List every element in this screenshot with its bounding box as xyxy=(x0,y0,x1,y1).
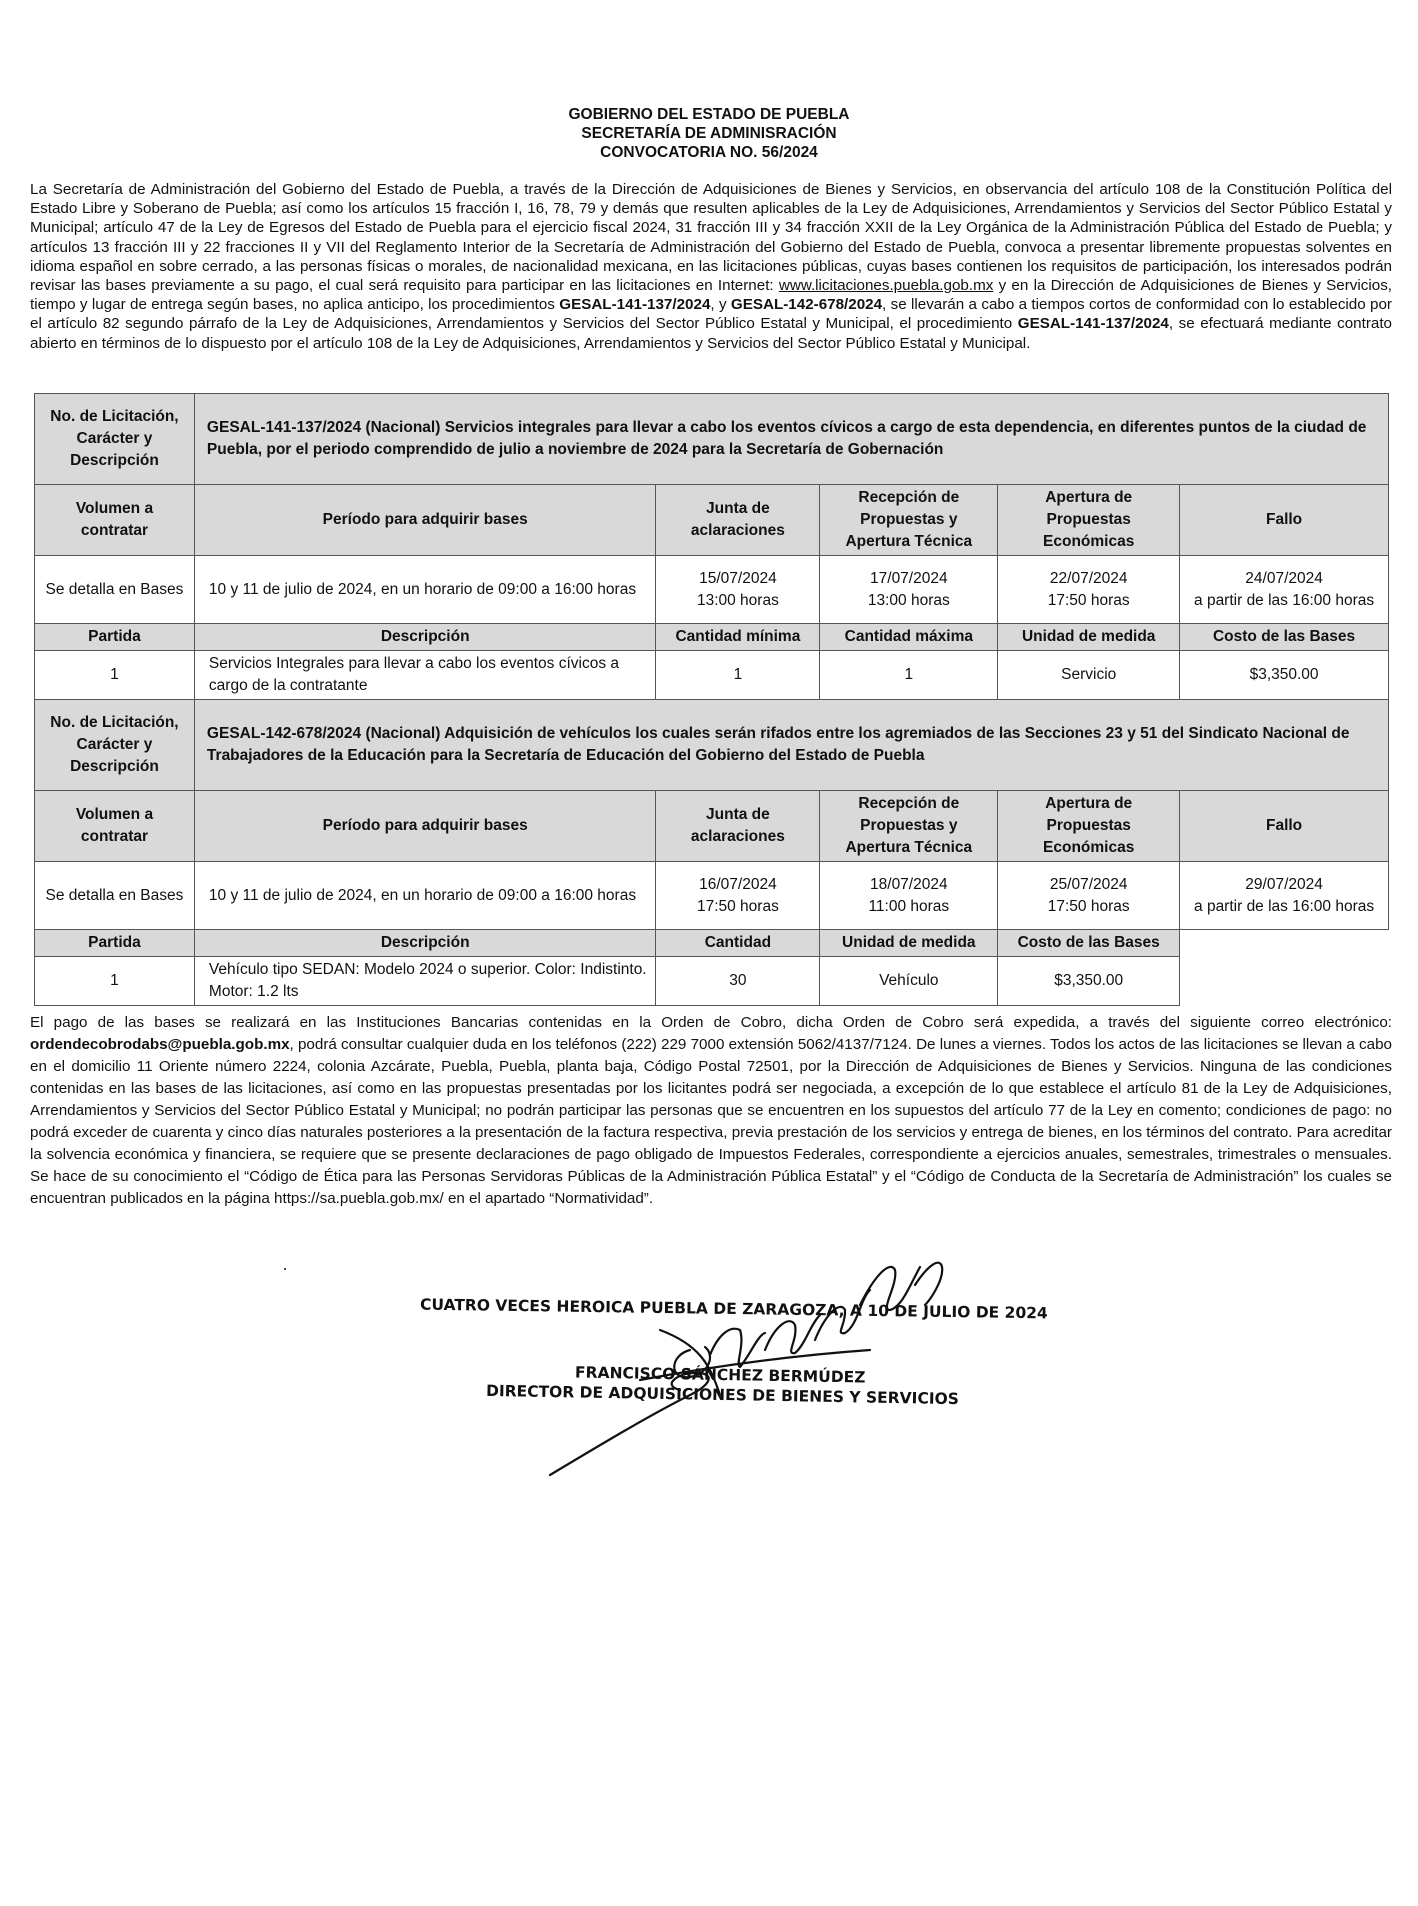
volumen-value: Se detalla en Bases xyxy=(35,556,195,624)
partida-value: 1 xyxy=(35,651,195,700)
table-row xyxy=(35,624,1389,651)
junta-label: Junta de aclaraciones xyxy=(656,485,820,556)
header-secretariat: SECRETARÍA DE ADMINISRACIÓN xyxy=(581,125,837,142)
periodo-value: 10 y 11 de julio de 2024, en un horario de 09:00 a 16:00 horas xyxy=(194,862,656,930)
table-row xyxy=(35,485,1389,556)
unidad-label: Unidad de medida xyxy=(998,624,1180,651)
table-row xyxy=(35,957,1389,1006)
partida-description: Servicios Integrales para llevar a cabo los eventos cívicos a cargo de la contratante xyxy=(194,651,656,700)
periodo-label: Período para adquirir bases xyxy=(194,485,656,556)
partida-value: 1 xyxy=(35,957,195,1006)
licitaciones-link[interactable]: www.licitaciones.puebla.gob.mx xyxy=(778,277,994,295)
table-row xyxy=(35,862,1389,930)
recepcion-time: 13:00 horas xyxy=(867,591,950,609)
scan-speck xyxy=(284,1268,286,1270)
cantidad-minima-label: Cantidad mínima xyxy=(656,624,820,651)
table-row xyxy=(35,791,1389,862)
descripcion-label: Descripción xyxy=(194,930,656,957)
header-convocatoria: CONVOCATORIA NO. 56/2024 xyxy=(600,144,818,161)
junta-value xyxy=(656,556,820,624)
unidad-label: Unidad de medida xyxy=(820,930,998,957)
apertura-value xyxy=(998,862,1180,930)
fallo-date: 24/07/2024 xyxy=(1245,569,1323,587)
payment-note xyxy=(30,1012,1392,1210)
fallo-time: a partir de las 16:00 horas xyxy=(1194,897,1375,915)
apertura-date: 25/07/2024 xyxy=(1049,875,1128,893)
fallo-date: 29/07/2024 xyxy=(1245,875,1323,893)
periodo-label: Período para adquirir bases xyxy=(194,791,656,862)
recepcion-label: Recepción de Propuestas y Apertura Técnica xyxy=(820,791,998,862)
intro-text: y en la Dirección de Adquisiciones de Bienes y Servicios, tiempo y lugar de entrega según bases, no aplica anticipo, los procedimientos xyxy=(30,277,1393,314)
partida-label: Partida xyxy=(35,930,195,957)
fallo-time: a partir de las 16:00 horas xyxy=(1194,591,1375,609)
costo-value: $3,350.00 xyxy=(1180,651,1389,700)
apertura-value xyxy=(998,556,1180,624)
unidad-value: Vehículo xyxy=(820,957,998,1006)
junta-label: Junta de aclaraciones xyxy=(656,791,820,862)
fallo-label: Fallo xyxy=(1180,791,1389,862)
junta-date: 16/07/2024 xyxy=(699,875,777,893)
apertura-date: 22/07/2024 xyxy=(1049,569,1128,587)
recepcion-time: 11:00 horas xyxy=(868,897,950,915)
cantidad-maxima-label: Cantidad máxima xyxy=(820,624,998,651)
table-row xyxy=(35,700,1389,791)
periodo-value: 10 y 11 de julio de 2024, en un horario de 09:00 a 16:00 horas xyxy=(194,556,656,624)
cantidad-value: 30 xyxy=(656,957,820,1006)
place-date: CUATRO VECES HEROICA PUEBLA DE ZARAGOZA, A 10 DE JULIO DE 2024 xyxy=(419,1295,1048,1323)
document-header xyxy=(0,105,1418,162)
licitacion-description: GESAL-141-137/2024 (Nacional) Servicios integrales para llevar a cabo los eventos cívicos a cargo de esta dependencia, en diferentes puntos de la ciudad de Puebla, por el periodo comprendido de julio a noviembre de 2024 para la Secretaría de Gobernación xyxy=(194,394,1388,485)
junta-time: 13:00 horas xyxy=(696,591,779,609)
costo-value: $3,350.00 xyxy=(998,957,1180,1006)
partida-label: Partida xyxy=(35,624,195,651)
volumen-value: Se detalla en Bases xyxy=(35,862,195,930)
table-row xyxy=(35,394,1389,485)
volumen-label: Volumen a contratar xyxy=(35,485,195,556)
handwritten-signature xyxy=(540,1255,990,1485)
note-text: , podrá consultar cualquier duda en los teléfonos (222) 229 7000 extensión 5062/4137/7124. De lunes a viernes. Todos los actos de las licitaciones se llevan a cabo en el domicilio 11 Oriente número 2224, colonia Azcárate, Puebla, Puebla, planta baja, Código Postal 72501, por la Dirección de Adquisiciones de Bienes y Servicios. Ninguna de las condiciones contenidas en las bases de las licitaciones, así como en las propuestas presentadas por los licitantes podrá ser negociada, a excepción de lo que establece el artículo 81 de la Ley de Adquisiciones, Arrendamientos y Servicios del Sector Público Estatal y Municipal; no podrán participar las personas que se encuentren en los supuestos del artículo 77 de la Ley en comento; condiciones de pago: no podrá exceder de cuarenta y cinco días naturales posteriores a la presentación de la factura respectiva, previa prestación de los servicios y entrega de bienes, en los términos del contrato. Para acreditar la solvencia económica y financiera, se requiere que se presente declaraciones de pago obligado de Impuestos Federales, correspondiente a ejercicios anuales, semestrales, trimestrales o mensuales. Se hace de su conocimiento el “Código de Ética para las Personas Servidoras Públicas de la Administración Pública Estatal” y el “Código de Conducta de la Secretaría de Administración” los cuales se encuentran publicados en la página https://sa.puebla.gob.mx/ en el apartado “Normatividad”. xyxy=(30,1036,1392,1207)
recepcion-date: 17/07/2024 xyxy=(870,569,948,587)
no-licitacion-label: No. de Licitación, Carácter y Descripción xyxy=(35,394,195,485)
apertura-label: Apertura de Propuestas Económicas xyxy=(998,791,1180,862)
no-licitacion-label: No. de Licitación, Carácter y Descripción xyxy=(35,700,195,791)
signer-name: FRANCISCO SÁNCHEZ BERMÚDEZ xyxy=(574,1363,866,1387)
apertura-time: 17:50 horas xyxy=(1047,591,1130,609)
partida-description: Vehículo tipo SEDAN: Modelo 2024 o superior. Color: Indistinto. Motor: 1.2 lts xyxy=(194,957,656,1006)
unidad-value: Servicio xyxy=(998,651,1180,700)
intro-text: , se llevarán a cabo a tiempos cortos de conformidad con lo establecido por el artículo 82 segundo párrafo de la Ley de Adquisiciones, Arrendamientos y Servicios del Sector Público Estatal y Municipal, el procedimiento xyxy=(30,296,1392,333)
descripcion-label: Descripción xyxy=(194,624,656,651)
procedure-code: GESAL-141-137/2024 xyxy=(1017,315,1169,333)
intro-paragraph xyxy=(30,180,1392,353)
licitacion-description: GESAL-142-678/2024 (Nacional) Adquisición de vehículos los cuales serán rifados entre los agremiados de las Secciones 23 y 51 del Sindicato Nacional de Trabajadores de la Educación para la Secretaría de Educación del Gobierno del Estado de Puebla xyxy=(194,700,1388,791)
table-row xyxy=(35,556,1389,624)
header-government: GOBIERNO DEL ESTADO DE PUEBLA xyxy=(568,106,850,123)
apertura-label: Apertura de Propuestas Económicas xyxy=(998,485,1180,556)
junta-time: 17:50 horas xyxy=(696,897,779,915)
recepcion-date: 18/07/2024 xyxy=(870,875,948,893)
intro-text: , se efectuará mediante contrato abierto en términos de lo dispuesto por el artículo 108 de la Ley de Adquisiciones, Arrendamientos y Servicios del Sector Público Estatal y Municipal. xyxy=(30,315,1392,352)
fallo-label: Fallo xyxy=(1180,485,1389,556)
licitaciones-table xyxy=(34,393,1389,1006)
cantidad-maxima-value: 1 xyxy=(820,651,998,700)
junta-value xyxy=(656,862,820,930)
intro-text: , y xyxy=(710,296,731,314)
costo-label: Costo de las Bases xyxy=(1180,624,1389,651)
cantidad-minima-value: 1 xyxy=(656,651,820,700)
note-text: El pago de las bases se realizará en las Instituciones Bancarias contenidas en la Orden de Cobro, dicha Orden de Cobro será expedida, a través del siguiente correo electrónico: xyxy=(30,1014,1392,1031)
email-address[interactable]: ordendecobrodabs@puebla.gob.mx xyxy=(30,1036,290,1053)
cantidad-label: Cantidad xyxy=(656,930,820,957)
recepcion-value xyxy=(820,556,998,624)
costo-label: Costo de las Bases xyxy=(998,930,1180,957)
fallo-value xyxy=(1180,556,1389,624)
table-row xyxy=(35,930,1389,957)
intro-text: La Secretaría de Administración del Gobierno del Estado de Puebla, a través de la Dirección de Adquisiciones de Bienes y Servicios, en observancia del artículo 108 de la Constitución Política del Estado Libre y Soberano de Puebla; así como los artículos 15 fracción I, 16, 78, 79 y demás que resulten aplicables de la Ley de Adquisiciones, Arrendamientos y Servicios del Sector Público Estatal y Municipal; artículo 47 de la Ley de Egresos del Estado de Puebla para el ejercicio fiscal 2024, 31 fracción III y 34 fracción XXII de la Ley Orgánica de la Administración Pública del Estado de Puebla; y artículos 13 fracción III y 22 fracciones II y VII del Reglamento Interior de la Secretaría de Administración del Gobierno del Estado de Puebla, convoca a presentar libremente propuestas solventes en idioma español en sobre cerrado, a las personas físicas o morales, de nacionalidad mexicana, en las licitaciones públicas, cuyas bases contienen los requisitos de participación, los interesados podrán revisar las bases previamente a su pago, el cual será requisito para participar en las licitaciones en Internet: xyxy=(30,181,1392,295)
recepcion-label: Recepción de Propuestas y Apertura Técnica xyxy=(820,485,998,556)
procedure-code: GESAL-141-137/2024 xyxy=(559,296,711,314)
apertura-time: 17:50 horas xyxy=(1047,897,1130,915)
table-row xyxy=(35,651,1389,700)
junta-date: 15/07/2024 xyxy=(699,569,777,587)
procedure-code: GESAL-142-678/2024 xyxy=(730,296,883,314)
signer-title: DIRECTOR DE ADQUISICIONES DE BIENES Y SERVICIOS xyxy=(485,1381,960,1409)
recepcion-value xyxy=(820,862,998,930)
volumen-label: Volumen a contratar xyxy=(35,791,195,862)
fallo-value xyxy=(1180,862,1389,930)
